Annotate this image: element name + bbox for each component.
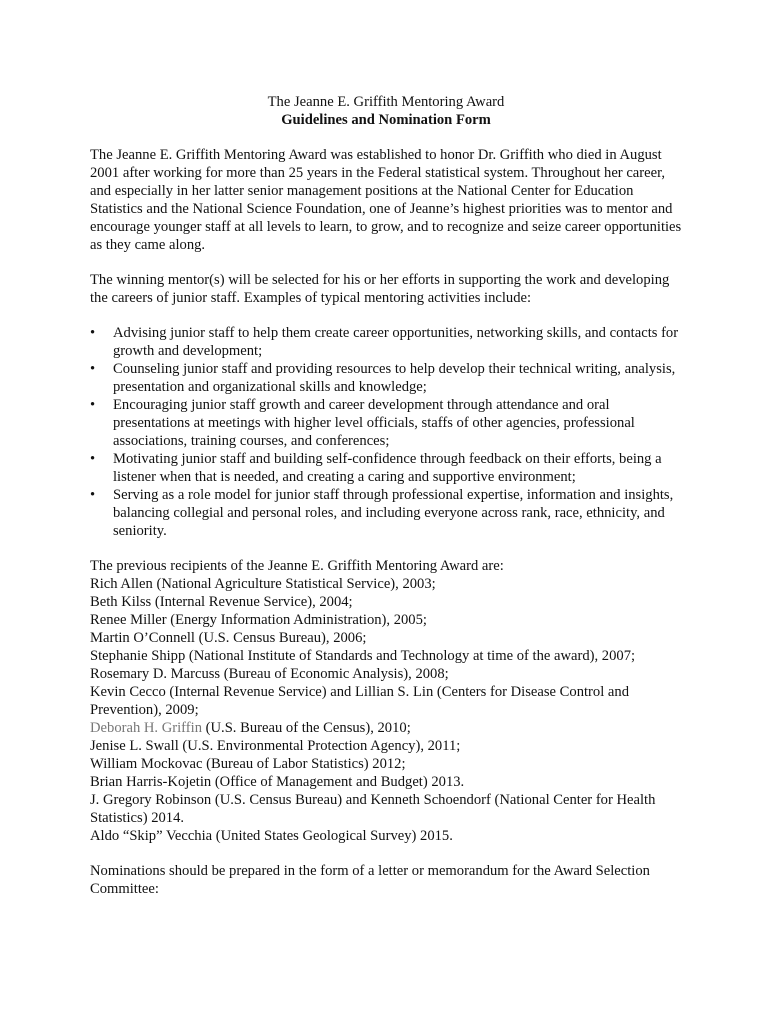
recipient-line: Renee Miller (Energy Information Administration), 2005; [90,612,427,628]
recipient-line: Kevin Cecco (Internal Revenue Service) and Lillian S. Lin (Centers for Disease Control and Prevention), 2009; [90,684,629,718]
selection-paragraph: The winning mentor(s) will be selected for his or her efforts in supporting the work and developing the careers of junior staff. Examples of typical mentoring activities include: [90,272,670,306]
activity-item [90,324,682,360]
recipient-line-2010 [90,719,682,737]
recipient-line: Jenise L. Swall (U.S. Environmental Protection Agency), 2011; [90,738,461,754]
bullet-icon: • [90,451,96,467]
document-content [90,93,682,915]
activity-item [90,396,682,450]
activity-text: Motivating junior staff and building self-confidence through feedback on their efforts, being a listener when that is needed, and creating a caring and supportive environment; [113,451,662,485]
recipient-line: Brian Harris-Kojetin (Office of Management and Budget) 2013. [90,774,465,790]
activities-list [90,324,682,540]
recipient-line: Beth Kilss (Internal Revenue Service), 2004; [90,594,353,610]
activity-item [90,486,682,540]
activity-item [90,360,682,396]
nominations-paragraph: Nominations should be prepared in the form of a letter or memorandum for the Award Selection Committee: [90,863,650,897]
recipient-line: William Mockovac (Bureau of Labor Statistics) 2012; [90,756,406,772]
recipient-line: Martin O’Connell (U.S. Census Bureau), 2006; [90,630,367,646]
activity-text: Advising junior staff to help them create career opportunities, networking skills, and contacts for growth and development; [113,325,679,359]
form-subtitle: Guidelines and Nomination Form [281,112,491,128]
recipient-line: Aldo “Skip” Vecchia (United States Geological Survey) 2015. [90,828,453,844]
bullet-icon: • [90,325,96,341]
bullet-icon: • [90,397,96,413]
intro-paragraph: The Jeanne E. Griffith Mentoring Award was established to honor Dr. Griffith who died in August 2001 after working for more than 25 years in the Federal statistical system. Throughout her career, and especially in her latter senior management positions at the National Center for Education Statistics and the National Science Foundation, one of Jeanne’s highest priorities was to mentor and encourage younger staff at all levels to learn, to grow, and to recognize and seize career opportunities as they came along. [90,147,682,253]
recipients-heading: The previous recipients of the Jeanne E. Griffith Mentoring Award are: [90,558,504,574]
bullet-icon: • [90,361,96,377]
recipients-section [90,557,682,845]
recipient-line: J. Gregory Robinson (U.S. Census Bureau) and Kenneth Schoendorf (National Center for Health Statistics) 2014. [90,792,656,826]
activity-text: Serving as a role model for junior staff through professional expertise, information and insights, balancing collegial and personal roles, and including everyone across rank, race, ethnicity, and seniority. [113,487,674,539]
bullet-icon: • [90,487,96,503]
recipient-detail: (U.S. Bureau of the Census), 2010; [202,720,411,736]
recipient-line: Stephanie Shipp (National Institute of Standards and Technology at time of the award), 2007; [90,648,636,664]
award-title: The Jeanne E. Griffith Mentoring Award [267,94,505,110]
activity-text: Counseling junior staff and providing resources to help develop their technical writing, analysis, presentation and organizational skills and knowledge; [113,361,676,395]
recipient-name-link[interactable]: Deborah H. Griffin [90,720,202,736]
activity-item [90,450,682,486]
recipient-line: Rosemary D. Marcuss (Bureau of Economic Analysis), 2008; [90,666,449,682]
recipient-line: Rich Allen (National Agriculture Statistical Service), 2003; [90,576,436,592]
activity-text: Encouraging junior staff growth and career development through attendance and oral presentations at meetings with higher level officials, staffs of other agencies, professional associations, training courses, and conferences; [113,397,635,449]
